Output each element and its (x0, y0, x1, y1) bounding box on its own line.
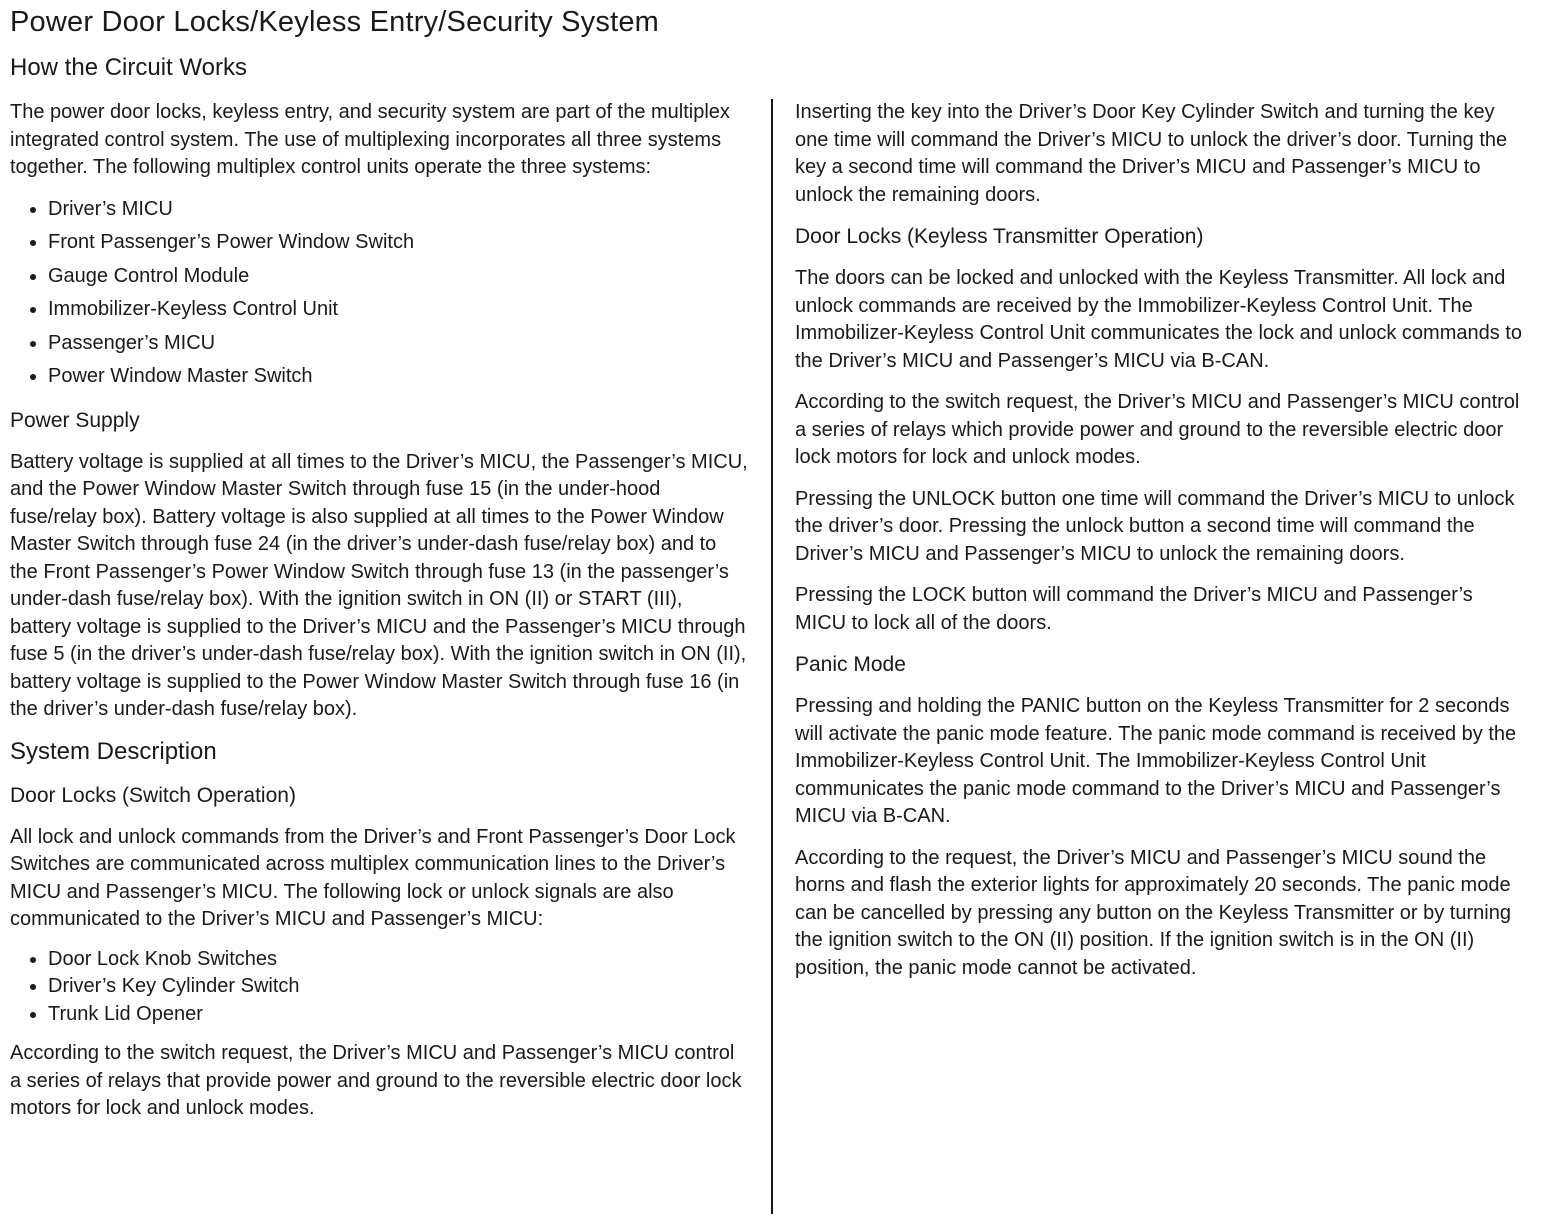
column-divider (771, 99, 773, 1214)
subheading-door-locks-keyless-transmitter-operation: Door Locks (Keyless Transmitter Operation) (795, 225, 1204, 248)
paragraph-panic-response: According to the request, the Driver’s MICU and Passenger’s MICU sound the horns and flash the exterior lights for approximately 20 seconds. The panic mode can be cancelled by pressing any button on the Keyless Transmitter or by turning the ignition switch to the ON (II) position. If the ignition switch is in the ON (II) position, the panic mode cannot be activated. (795, 846, 1511, 979)
paragraph-door-locks-switch: All lock and unlock commands from the Driver’s and Front Passenger’s Door Lock Switches are communicated across multiplex communication lines to the Driver’s MICU and Passenger’s MICU. The following lock or unlock signals are also communicated to the Driver’s MICU and Passenger’s MICU: (10, 825, 736, 930)
paragraph-keyless-switch-request: According to the switch request, the Driver’s MICU and Passenger’s MICU control a series of relays which provide power and ground to the reversible electric door lock motors for lock and unlock modes. (795, 391, 1520, 468)
list-item-trunk-lid-opener: • Trunk Lid Opener (48, 1001, 748, 1029)
right-column (795, 99, 1532, 1214)
list-item-power-window-master-switch: • Power Window Master Switch (48, 363, 748, 391)
subheading-panic-mode: Panic Mode (795, 653, 906, 676)
paragraph-unlock-button: Pressing the UNLOCK button one time will command the Driver’s MICU to unlock the driver’s door. Pressing the unlock button a second time will command the Driver’s MICU and Passenger’s MICU to unlock the remaining doors. (795, 487, 1515, 565)
subheading-power-supply: Power Supply (10, 408, 140, 432)
paragraph-power-supply: Battery voltage is supplied at all times to the Driver’s MICU, the Passenger’s MICU, and the Power Window Master Switch through fuse 15 (in the under-hood fuse/relay box). Battery voltage is also supplied at all times to the Power Window Master Switch through fuse 24 (in the driver’s under-dash fuse/relay box) and to the Front Passenger’s Power Window Switch through fuse 13 (in the passenger’s under-dash fuse/relay box). With the ignition switch in ON (II) or START (III), battery voltage is supplied to the Driver’s MICU and the Passenger’s MICU through fuse 5 (in the driver’s under-dash fuse/relay box). With the ignition switch in ON (II), battery voltage is supplied to the Power Window Master Switch through fuse 16 (in the driver’s under-dash fuse/relay box). (10, 450, 748, 720)
list-item-drivers-micu: • Driver’s MICU (48, 196, 748, 224)
left-column (10, 99, 748, 1214)
two-column-layout (10, 99, 1532, 1214)
paragraph-intro: The power door locks, keyless entry, and security system are part of the multiplex integrated control system. The use of multiplexing incorporates all three systems together. The following multiplex control units operate the three systems: (10, 101, 730, 178)
subheading-door-locks-switch-operation: Door Locks (Switch Operation) (10, 783, 296, 807)
paragraph-lock-button: Pressing the LOCK button will command the Driver’s MICU and Passenger’s MICU to lock all of the doors. (795, 584, 1473, 634)
list-item-front-passengers-power-window-switch: • Front Passenger’s Power Window Switch (48, 229, 748, 257)
lock-signals-list (10, 946, 748, 1029)
list-item-door-lock-knob-switches: • Door Lock Knob Switches (48, 946, 748, 974)
paragraph-keyless-transmitter: The doors can be locked and unlocked with the Keyless Transmitter. All lock and unlock commands are received by the Immobilizer-Keyless Control Unit. The Immobilizer-Keyless Control Unit communicates the lock and unlock commands to the Driver’s MICU and Passenger’s MICU via B-CAN. (795, 267, 1522, 372)
list-item-drivers-key-cylinder-switch: • Driver’s Key Cylinder Switch (48, 973, 748, 1001)
paragraph-key-cylinder: Inserting the key into the Driver’s Door Key Cylinder Switch and turning the key one time will command the Driver’s MICU to unlock the driver’s door. Turning the key a second time will command the Driver’s MICU and Passenger’s MICU to unlock the remaining doors. (795, 101, 1508, 206)
list-item-immobilizer-keyless-control-unit: • Immobilizer-Keyless Control Unit (48, 296, 748, 324)
paragraph-panic-activation: Pressing and holding the PANIC button on the Keyless Transmitter for 2 seconds will activate the panic mode feature. The panic mode command is received by the Immobilizer-Keyless Control Unit. The Immobilizer-Keyless Control Unit communicates the panic mode command to the Driver’s MICU and Passenger’s MICU via B-CAN. (795, 695, 1517, 827)
section-heading-how-the-circuit-works: How the Circuit Works (10, 54, 247, 81)
list-item-passengers-micu: • Passenger’s MICU (48, 330, 748, 358)
list-item-gauge-control-module: • Gauge Control Module (48, 263, 748, 291)
paragraph-switch-request: According to the switch request, the Driver’s MICU and Passenger’s MICU control a series of relays that provide power and ground to the reversible electric door lock motors for lock and unlock modes. (10, 1042, 742, 1119)
page-title: Power Door Locks/Keyless Entry/Security System (10, 6, 660, 38)
control-units-list (10, 196, 748, 391)
section-heading-system-description: System Description (10, 737, 217, 765)
